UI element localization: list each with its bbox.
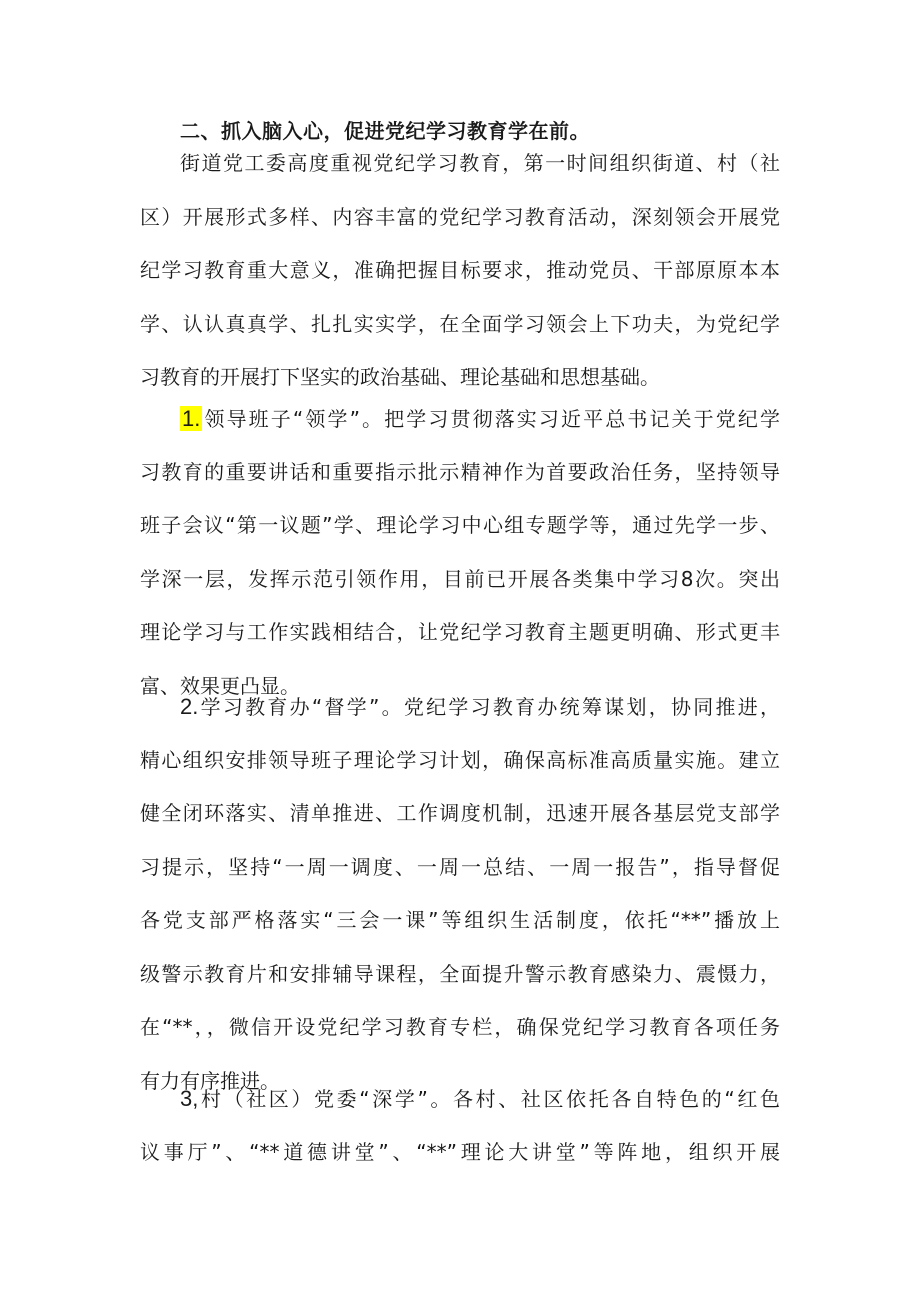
- item-2-line-text: 学习教育办“督学”。党纪学习教育办统筹谋划，协同推进，: [198, 695, 780, 719]
- item-3-paragraph: [140, 1072, 780, 1179]
- item-2-line: 健全闭环落实、清单推进、工作调度机制，迅速开展各基层党支部学: [140, 801, 780, 825]
- section-heading: 二、抓入脑入心，促进党纪学习教育学在前。: [180, 119, 590, 143]
- item-2-line: [140, 680, 780, 734]
- intro-line: 习教育的开展打下坚实的政治基础、理论基础和思想基础。: [140, 365, 660, 389]
- intro-line: 纪学习教育重大意义，准确把握目标要求，推动党员、干部原原本本: [140, 258, 780, 282]
- intro-paragraph: [140, 137, 780, 405]
- item-3-number: 3,: [180, 1086, 199, 1111]
- item-1-line: 富、效果更凸显。: [140, 673, 300, 698]
- item-1-line: [140, 392, 780, 446]
- item-2-line: 各党支部严格落实“三会一课”等组织生活制度，依托“**”播放上: [140, 908, 780, 932]
- item-1-line: 习教育的重要讲话和重要指示批示精神作为首要政治任务，坚持领导: [140, 459, 780, 484]
- intro-line: 区）开展形式多样、内容丰富的党纪学习教育活动，深刻领会开展党: [140, 204, 780, 229]
- item-2-number: 2.: [180, 694, 199, 719]
- item-2-line: 有力有序推进。: [140, 1068, 280, 1093]
- item-2-line: 级警示教育片和安排辅导课程，全面提升警示教育感染力、震慑力，: [140, 961, 780, 986]
- item-2-line: 精心组织安排领导班子理论学习计划，确保高标准高质量实施。建立: [140, 747, 780, 772]
- item-2-paragraph: [140, 680, 780, 1108]
- intro-line: 学、认认真真学、扎扎实实学，在全面学习领会上下功夫，为党纪学: [140, 311, 780, 336]
- item-1-line-text: 领导班子“领学”。把学习贯彻落实习近平总书记关于党纪学: [202, 407, 780, 431]
- item-3-line-text: 村（社区）党委“深学”。各村、社区依托各自特色的“红色: [198, 1087, 780, 1111]
- item-3-line: [140, 1072, 780, 1126]
- item-2-line: 在“**，，微信开设党纪学习教育专栏，确保党纪学习教育各项任务: [140, 1015, 780, 1039]
- item-3-line: 议事厅”、“**道德讲堂”、“**”理论大讲堂”等阵地，组织开展: [140, 1139, 780, 1164]
- intro-line: 街道党工委高度重视党纪学习教育，第一时间组织街道、村（社: [180, 151, 780, 175]
- item-2-line: 习提示，坚持“一周一调度、一周一总结、一周一报告”，指导督促: [140, 854, 780, 879]
- item-1-line: 班子会议“第一议题”学、理论学习中心组专题学等，通过先学一步、: [140, 513, 780, 537]
- item-1-paragraph: [140, 392, 780, 713]
- item-1-number: 1.: [182, 406, 201, 431]
- item-1-line: 学深一层，发挥示范引领作用，目前已开展各类集中学习8次。突出: [140, 566, 780, 591]
- item-1-line: 理论学习与工作实践相结合，让党纪学习教育主题更明确、形式更丰: [140, 620, 780, 644]
